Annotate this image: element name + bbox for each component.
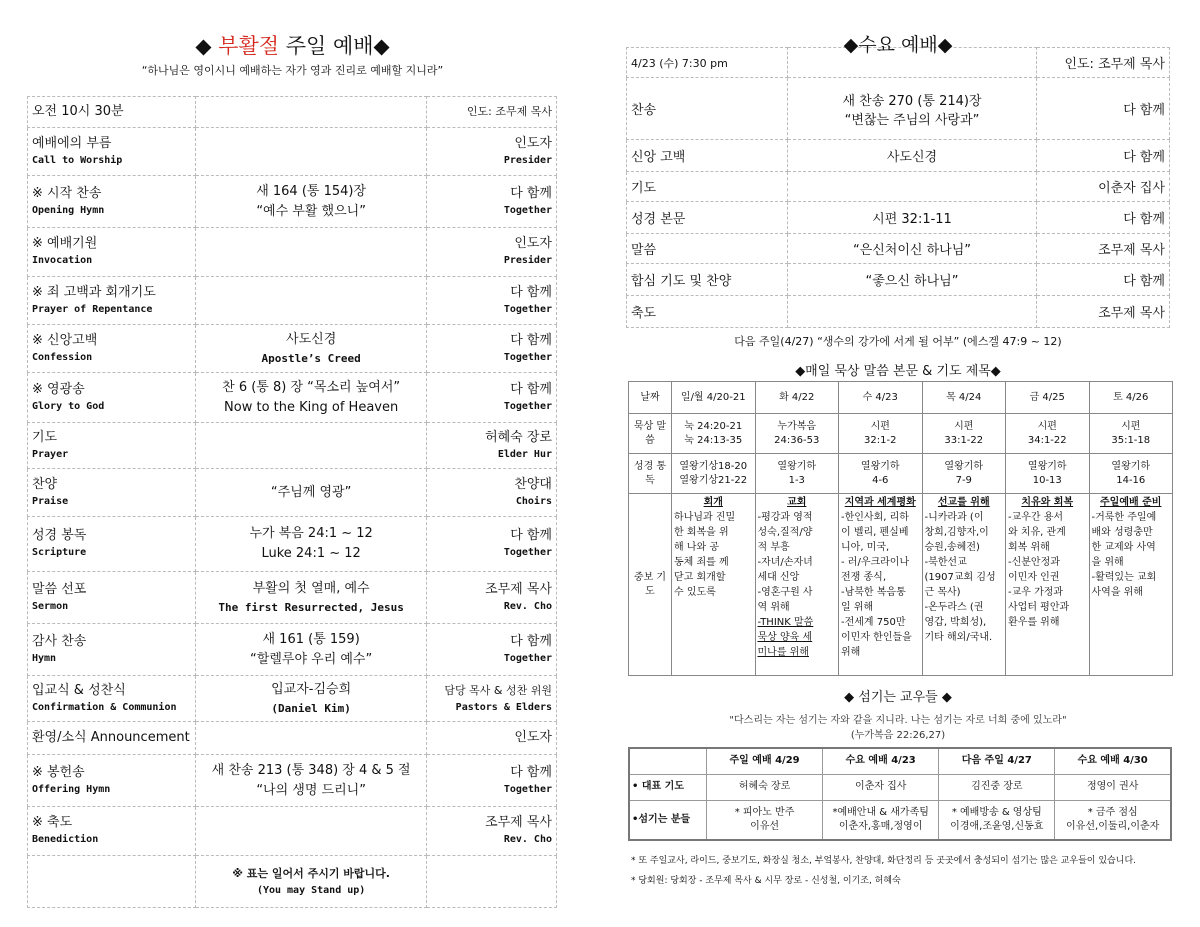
worship-item-label-en: Scripture [32,547,87,558]
worship-item-detail: “주님께 영광” [270,484,352,500]
worship-item-detail-en: “할렐루야 우리 예수” [250,651,373,667]
daily-meditation-text: 시편 [954,420,974,432]
wednesday-row-person: 다 함께 [1037,264,1170,296]
wednesday-row-person: 조무제 목사 [1037,296,1170,328]
daily-prayer-text: 세대 신앙 [757,572,800,583]
worship-item-label-en: Sermon [32,600,69,612]
daily-prayer-text: 이 벨리, 펜실베 [841,527,909,538]
worship-item-row [28,325,557,373]
worship-item-label-en: Benediction [32,834,99,845]
servers-note: * 또 주일교사, 라이드, 중보기도, 화장실 청소, 부엌봉사, 찬양대, 화단정리 등 곳곳에서 충성되이 섬기는 많은 교우들이 있습니다. [631,856,1137,866]
daily-reading-text: 열왕기상18-20 [679,460,748,472]
daily-prayer-text: 해 나와 공 [674,542,719,553]
worship-item-person-en: Together [503,652,552,664]
servers-text: * 예배방송 & 영상팀 [951,806,1042,818]
wednesday-row-detail: “은신처이신 하나님” [852,243,972,258]
daily-prayer-cell [1006,494,1090,676]
daily-prayer-text: 영갑, 박희성), [924,617,987,628]
servers-text: * 금주 점심 [1087,806,1138,818]
daily-day: 일/월 4/20-21 [672,382,756,414]
worship-item-row [28,128,557,176]
daily-prayer-cell [839,494,923,676]
page-title: ◆ 부활절 주일 예배◆ [195,34,390,58]
daily-reading-cell [1089,454,1173,494]
wednesday-row-label: 말씀 [627,234,788,264]
worship-item-label-en: Confession [32,351,93,363]
worship-item-person: 인도자 [514,236,552,251]
daily-reading-row [629,454,1173,494]
daily-prayer-text: -온두라스 (권 [924,602,984,613]
wednesday-service-table [626,47,1170,328]
daily-prayer-text: (1907교회 김성 [924,572,996,583]
servers-rep-cell: 허혜숙 장로 [707,774,823,800]
worship-item-person-en: Together [503,783,552,795]
daily-meditation-cell [839,414,923,454]
daily-prayer-text: 위해 [841,647,861,658]
wednesday-row-label: 성경 본문 [627,202,788,234]
worship-item-label: 기도 [32,429,58,445]
worship-item-person: 허혜숙 장로 [485,429,552,445]
daily-meditation-text: 눅 24:20-21 [684,420,743,432]
daily-prayer-text: - 러/우크라이나 [841,557,910,568]
stand-note-en: (You may Stand up) [256,884,366,896]
worship-item-row [28,423,557,469]
servers-text: 이경애,조윤영,신동효 [950,820,1044,832]
worship-item-label-en: Praise [32,495,69,507]
daily-prayer-text: -남북한 복음통 [841,587,906,598]
daily-prayer-text: 배와 성령충만 [1091,527,1153,538]
daily-prayer-text: 역 위해 [757,602,790,613]
daily-prayer-row [629,494,1173,676]
servers-verse-ref: (누가복음 22:26,27) [850,730,946,741]
daily-prayer-text: 한 회복을 위 [674,527,729,538]
worship-item-detail: 부활의 첫 열매, 예수 [252,580,370,596]
servers-cell [707,800,823,840]
daily-prayer-text: -거룩한 주일예 [1091,512,1157,523]
wednesday-row [627,234,1170,264]
worship-item-person: 다 함께 [510,185,552,201]
wednesday-row-label: 기도 [627,172,788,202]
worship-item-person-en: Choirs [515,495,552,507]
servers-header: 수요 예배 4/30 [1055,748,1171,774]
daily-prayer-cell [755,494,839,676]
daily-reading-text: 4-6 [872,474,889,486]
servers-rep-label: • 대표 기도 [629,774,707,800]
daily-prayer-title: 선교를 위해 [937,497,990,508]
worship-item-person: 인도자 [514,135,552,151]
worship-item-person: 다 함께 [510,284,552,300]
daily-reading-text: 열왕기하 [777,460,817,472]
wednesday-leader: 인도: 조무제 목사 [1037,48,1170,78]
daily-prayer-text: 닫고 회개할 [674,572,726,583]
daily-reading-text: 7-9 [955,474,972,486]
wednesday-row-person: 다 함께 [1037,78,1170,140]
wednesday-row-detail: 사도신경 [886,150,938,165]
worship-item-detail-en: (Daniel Kim) [271,701,351,715]
servers-cell [1055,800,1171,840]
worship-item-row [28,228,557,277]
worship-item-label: ※ 봉헌송 [32,764,85,780]
worship-header-row [28,97,557,128]
servers-verse: "다스리는 자는 섬기는 자와 같을 지니라. 나는 섬기는 자로 너희 중에 있노라" [729,715,1067,726]
worship-item-person: 조무제 목사 [485,815,552,830]
servers-title: ◆ 섬기는 교우들 ◆ [844,690,952,705]
worship-item-label-en: Glory to God [32,400,105,412]
worship-item-person: 다 함께 [510,764,552,780]
daily-prayer-text: 근 목사) [924,587,961,598]
wednesday-row-detail-2: “변찮는 주님의 사랑과” [844,112,980,128]
daily-prayer-text: -북한선교 [924,557,967,568]
worship-item-row [28,277,557,325]
wednesday-row-detail: 시편 32:1-11 [872,212,952,227]
daily-day: 화 4/22 [755,382,839,414]
worship-item-detail-en: Apostle’s Creed [261,351,361,365]
worship-item-row [28,722,557,755]
worship-item-label: 찬양 [32,476,58,492]
wednesday-row-label: 축도 [627,296,788,328]
daily-day: 목 4/24 [922,382,1006,414]
daily-prayer-text: -신분안정과 [1008,557,1060,568]
daily-meditation-row [629,414,1173,454]
daily-prayer-text: 사업터 평안과 [1008,602,1070,613]
daily-meditation-text: 시편 [1121,420,1141,432]
daily-prayer-text: 수 있도록 [674,587,716,598]
servers-text: * 피아노 반주 [734,806,795,818]
daily-header-row [629,382,1173,414]
worship-item-detail: 입교자-김승희 [271,681,352,697]
daily-prayer-cell [1089,494,1173,676]
worship-item-label: ※ 예배기원 [32,236,98,251]
worship-item-person-en: Together [503,351,552,363]
daily-prayer-label: 중보 기도 [629,494,672,676]
servers-cell [939,800,1055,840]
worship-item-row [28,176,557,228]
daily-prayer-text: 묵상 양육 세 [757,632,813,643]
daily-meditation-text: 누가복음 [777,420,817,432]
daily-reading-cell [672,454,756,494]
worship-footer-row [28,856,557,908]
servers-rep-cell: 이춘자 집사 [823,774,939,800]
worship-item-label-en: Call to Worship [32,154,123,166]
worship-item-label-en: Invocation [32,255,93,266]
worship-item-detail-en: Now to the King of Heaven [224,399,399,415]
daily-prayer-text: -전세계 750만 [841,617,906,628]
worship-item-detail-en: “예수 부활 했으니” [256,203,366,219]
worship-item-label: ※ 신앙고백 [32,332,98,348]
worship-item-detail-en: “나의 생명 드리니” [256,782,366,798]
wednesday-row [627,296,1170,328]
next-sunday-sermon: 다음 주일(4/27) “생수의 강가에 서게 될 어부” (에스겔 47:9 ~ 12) [734,335,1062,348]
worship-item-person-en: Presider [503,154,552,166]
daily-prayer-title: 지역과 세계평화 [844,497,916,508]
daily-prayer-text: -니카라과 (이 [924,512,984,523]
servers-text: *예배안내 & 새가족팀 [832,806,929,818]
worship-item-detail-en: The first Resurrected, Jesus [218,600,404,614]
daily-meditation-text: 24:36-53 [774,434,820,446]
worship-item-label-en: Prayer of Repentance [32,303,153,315]
title-verse: “하나님은 영이시니 예배하는 자가 영과 진리로 예배할 지니라” [141,64,444,77]
servers-header-row [629,748,1171,774]
daily-reading-text: 1-3 [788,474,805,486]
worship-item-detail: 누가 복음 24:1 ~ 12 [249,526,373,541]
daily-reading-text: 14-16 [1116,474,1146,486]
worship-item-detail: 새 161 (통 159) [262,631,360,647]
wednesday-title: ◆수요 예배◆ [843,34,953,56]
worship-item-label: 성경 봉독 [32,528,87,543]
worship-item-label-en: Opening Hymn [32,204,105,216]
worship-item-person: 담당 목사 & 성찬 위원 [444,683,552,697]
worship-item-person: 다 함께 [510,332,552,348]
daily-prayer-title: 교회 [787,497,807,508]
worship-item-label: 입교식 & 성찬식 [32,682,126,698]
wednesday-row-person: 이춘자 집사 [1037,172,1170,202]
wednesday-row-person: 다 함께 [1037,202,1170,234]
daily-meditation-cell [1089,414,1173,454]
daily-prayer-text: 이민자 한인들을 [841,632,912,643]
daily-prayer-text: -한인사회, 리하 [841,512,909,523]
worship-item-person: 찬양대 [514,476,552,492]
wednesday-row [627,140,1170,172]
worship-item-row [28,469,557,517]
worship-item-person-en: Presider [503,255,552,266]
worship-item-detail: 사도신경 [286,331,337,347]
daily-reading-text: 10-13 [1032,474,1062,486]
daily-meditation-title: ◆매일 묵상 말씀 본문 & 기도 제목◆ [795,364,1001,379]
wednesday-row-person: 다 함께 [1037,140,1170,172]
daily-reading-cell [839,454,923,494]
daily-prayer-text: 사역을 위해 [1091,587,1143,598]
worship-item-person: 다 함께 [510,381,552,397]
daily-prayer-title: 주일예배 준비 [1100,497,1162,508]
worship-item-label-en: Hymn [32,652,57,664]
daily-meditation-text: 눅 24:13-35 [684,434,743,446]
daily-reading-text: 열왕기상21-22 [679,474,748,486]
worship-item-detail: 찬 6 (통 8) 장 “목소리 높여서” [222,379,401,395]
worship-item-label: ※ 시작 찬송 [32,185,102,201]
worship-item-label: ※ 죄 고백과 회개기도 [32,284,156,300]
worship-order-table [27,96,557,908]
worship-item-label-en: Confirmation & Communion [32,701,177,713]
servers-text: 이유선 [750,820,780,832]
wednesday-row [627,78,1170,140]
servers-table [628,747,1172,841]
wednesday-row-detail: “좋으신 하나님” [865,274,959,289]
daily-meditation-cell [672,414,756,454]
daily-prayer-text: 회복 위해 [1008,542,1050,553]
worship-item-row [28,624,557,676]
daily-day: 날짜 [629,382,672,414]
worship-item-person: 다 함께 [510,528,552,543]
worship-item-label-en: Offering Hymn [32,783,111,795]
worship-item-person-en: Elder Hur [497,448,552,460]
daily-reading-text: 열왕기하 [1111,460,1151,472]
wednesday-row-label: 합심 기도 및 찬양 [627,264,788,296]
daily-reading-label: 성경 통독 [629,454,672,494]
daily-prayer-text: 동체 죄를 께 [674,557,729,568]
worship-item-person: 조무제 목사 [485,581,552,597]
daily-prayer-text: -교우간 용서 [1008,512,1064,523]
worship-item-person-en: Rev. Cho [503,600,552,612]
daily-day: 토 4/26 [1089,382,1173,414]
worship-item-person-en: Together [503,400,552,412]
worship-item-person-en: Rev. Cho [503,834,552,845]
wednesday-row-person: 조무제 목사 [1037,234,1170,264]
daily-reading-text: 열왕기하 [860,460,900,472]
worship-item-label: ※ 영광송 [32,381,85,397]
worship-item-person-en: Together [503,303,552,315]
daily-prayer-title: 치유와 회복 [1021,497,1074,508]
wednesday-row [627,172,1170,202]
daily-reading-cell [755,454,839,494]
daily-prayer-cell [922,494,1006,676]
daily-reading-cell [1006,454,1090,494]
daily-day: 수 4/23 [839,382,923,414]
daily-prayer-text: 미나를 위해 [757,647,809,658]
daily-prayer-text: -자녀/손자녀 [757,557,813,568]
wednesday-row [627,264,1170,296]
wednesday-row-label: 신앙 고백 [627,140,788,172]
worship-item-label: 환영/소식 Announcement [32,730,190,745]
wednesday-row-label: 찬송 [627,78,788,140]
servers-rep-cell: 정영이 권사 [1055,774,1171,800]
daily-reading-cell [922,454,1006,494]
servers-row [629,800,1171,840]
worship-item-label: ※ 축도 [32,815,73,830]
servers-header: 수요 예배 4/23 [823,748,939,774]
worship-item-label: 감사 찬송 [32,633,87,649]
worship-item-person: 인도자 [514,730,552,745]
daily-meditation-text: 33:1-22 [944,434,984,446]
daily-meditation-text: 32:1-2 [864,434,897,446]
daily-prayer-title: 회개 [703,497,723,508]
daily-meditation-cell [922,414,1006,454]
daily-prayer-text: -THINK 말씀 [757,617,814,628]
wednesday-time: 4/23 (수) 7:30 pm [627,48,788,78]
daily-prayer-text: 니아, 미국, [841,542,890,553]
daily-meditation-cell [1006,414,1090,454]
daily-meditation-text: 35:1-18 [1111,434,1151,446]
daily-day: 금 4/25 [1006,382,1090,414]
daily-prayer-text: -활력있는 교회 [1091,572,1157,583]
daily-prayer-text: 이민자 인권 [1008,572,1060,583]
worship-time: 오전 10시 30분 [32,104,124,119]
daily-meditation-label: 묵상 말씀 [629,414,672,454]
wednesday-row [627,202,1170,234]
worship-item-detail-en: Luke 24:1 ~ 12 [261,546,361,561]
servers-label: •섬기는 분들 [629,800,707,840]
worship-item-row [28,676,557,722]
servers-rep-row [629,774,1171,800]
daily-prayer-cell [672,494,756,676]
daily-prayer-text: 일 위해 [841,602,874,613]
daily-meditation-table [628,381,1173,676]
daily-prayer-text: 기타 해외/국내. [924,632,993,643]
daily-reading-text: 열왕기하 [944,460,984,472]
worship-item-person-en: Pastors & Elders [455,701,552,713]
title-easter: 부활절 [218,34,280,58]
worship-item-person: 다 함께 [510,633,552,649]
daily-prayer-text: -교우 가정과 [1008,587,1064,598]
daily-prayer-text: 을 위해 [1091,557,1124,568]
worship-item-label-en: Prayer [32,448,69,460]
daily-prayer-text: -평강과 영적 [757,512,813,523]
worship-item-row [28,572,557,624]
servers-rep-cell: 김진중 장로 [939,774,1055,800]
stand-note: ※ 표는 일어서 주시기 바랍니다. [232,866,390,880]
daily-meditation-text: 34:1-22 [1027,434,1067,446]
daily-prayer-text: 성숙,질적/양 [757,527,813,538]
daily-reading-text: 열왕기하 [1027,460,1067,472]
servers-header: 다음 주일 4/27 [939,748,1055,774]
worship-item-person-en: Together [503,204,552,216]
daily-prayer-text: 와 치유, 관계 [1008,527,1066,538]
worship-item-row [28,807,557,856]
worship-item-detail: 새 164 (통 154)장 [256,183,367,199]
daily-prayer-text: 한 교제와 사역 [1091,542,1156,553]
daily-prayer-text: 전쟁 종식, [841,572,886,583]
daily-meditation-text: 시편 [1037,420,1057,432]
daily-prayer-text: 환우를 위해 [1008,617,1060,628]
worship-item-detail: 새 찬송 213 (통 348) 장 4 & 5 절 [211,762,411,778]
worship-leader: 인도: 조무제 목사 [466,105,552,118]
session-members-note: * 당회원: 당회장 - 조무제 목사 & 시무 장로 - 신성철, 이기조, 허혜숙 [631,876,901,886]
daily-prayer-text: 하나님과 진밀 [674,512,736,523]
worship-item-label: 예배에의 부름 [32,135,112,151]
daily-prayer-text: 적 부흥 [757,542,790,553]
daily-prayer-text: 창희,김향자,이 [924,527,989,538]
servers-text: 이춘자,홍매,정영이 [838,820,923,832]
daily-meditation-cell [755,414,839,454]
daily-prayer-text: -영혼구원 사 [757,587,813,598]
wednesday-row-detail: 새 찬송 270 (통 214)장 [842,93,982,109]
servers-header: 주일 예배 4/29 [707,748,823,774]
servers-text: 이유선,이둘리,이춘자 [1066,820,1160,832]
worship-item-label: 말씀 선포 [32,581,87,597]
servers-cell [823,800,939,840]
worship-item-row [28,755,557,807]
worship-item-person-en: Together [503,547,552,558]
servers-header [629,748,707,774]
daily-meditation-text: 시편 [870,420,890,432]
worship-item-row [28,517,557,572]
daily-prayer-text: 승원,송혜전) [924,542,980,553]
worship-item-row [28,373,557,423]
